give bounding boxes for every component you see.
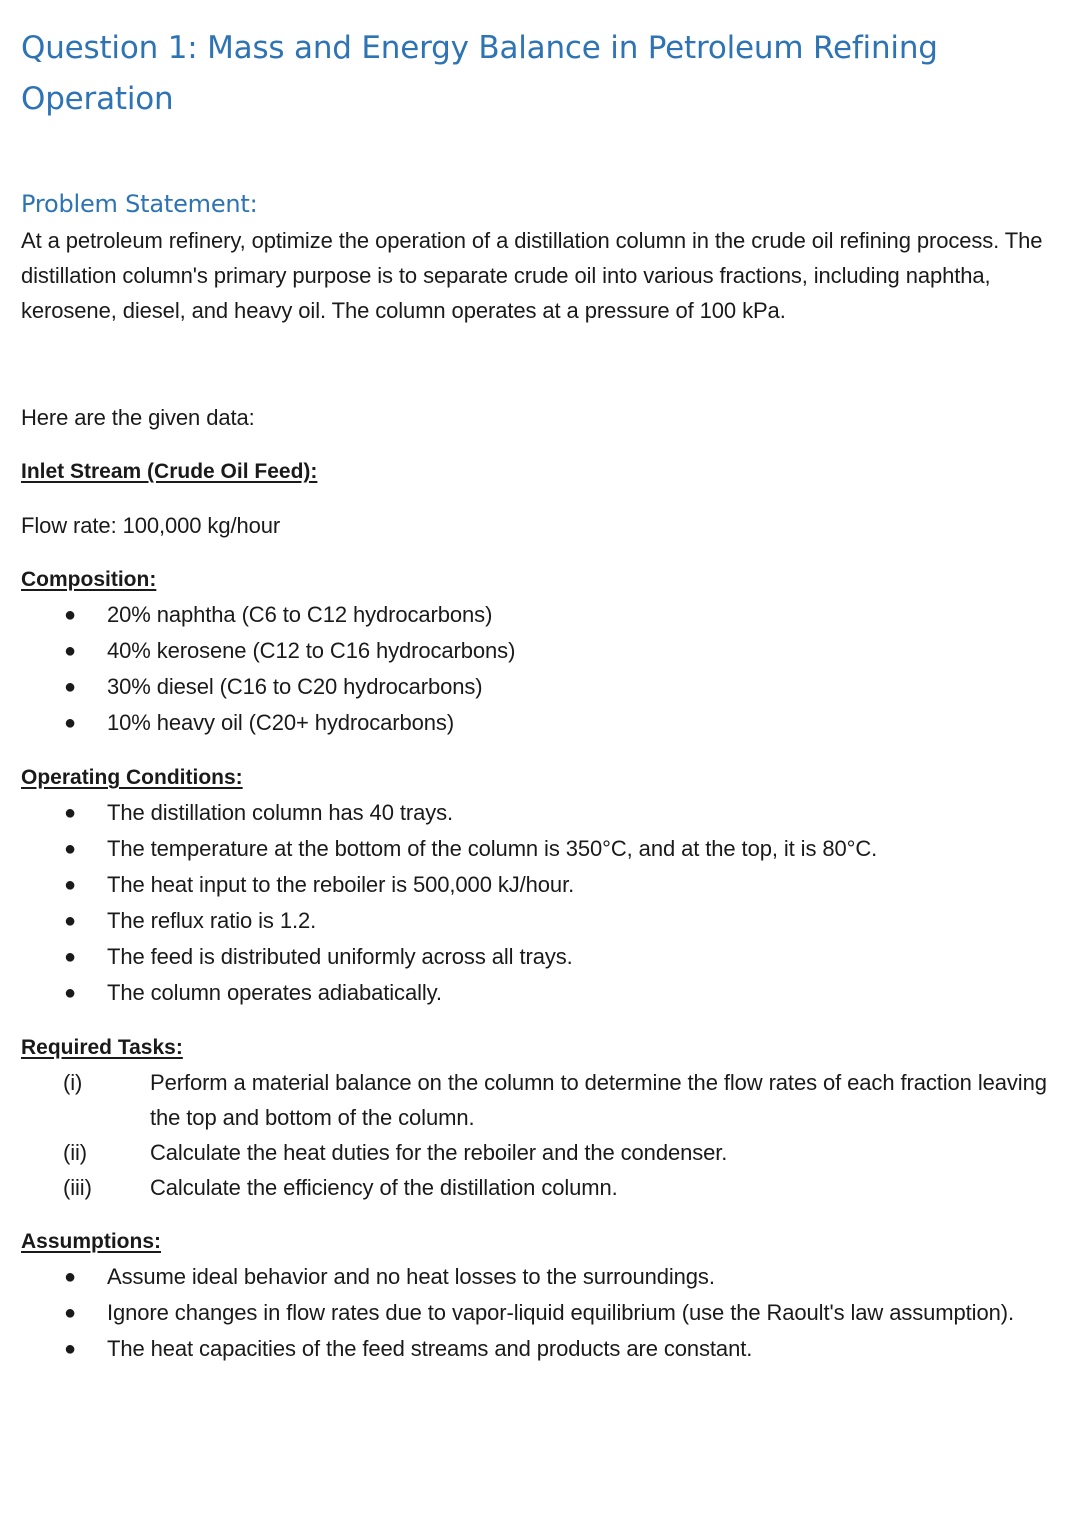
- document-page: [21, 0, 1073, 1367]
- bullet-icon: ●: [64, 1338, 76, 1360]
- list-item-text: Calculate the efficiency of the distillation column.: [150, 1175, 618, 1200]
- list-item-text: The reflux ratio is 1.2.: [107, 908, 317, 933]
- operating-conditions-heading: Operating Conditions:: [21, 766, 243, 789]
- list-item: [21, 939, 1073, 975]
- list-item-text: 40% kerosene (C12 to C16 hydrocarbons): [107, 638, 516, 663]
- list-item-text: 20% naphtha (C6 to C12 hydrocarbons): [107, 602, 493, 627]
- list-item: [21, 633, 1073, 669]
- list-item: [21, 903, 1073, 939]
- task-number: (i): [63, 1070, 83, 1095]
- list-item-text: The distillation column has 40 trays.: [107, 800, 454, 825]
- list-item-text: The heat input to the reboiler is 500,000 kJ/hour.: [107, 872, 575, 897]
- list-item: [21, 1295, 1073, 1331]
- list-item: [21, 1135, 1073, 1170]
- bullet-icon: ●: [64, 640, 76, 662]
- required-tasks-list: [21, 1065, 1073, 1205]
- page-title: Question 1: Mass and Energy Balance in Petroleum Refining Operation: [21, 30, 938, 117]
- operating-conditions-list: [21, 795, 1073, 1011]
- bullet-icon: ●: [64, 838, 76, 860]
- list-item: [21, 705, 1073, 741]
- list-item-text: Perform a material balance on the column to determine the flow rates of each fraction leaving the top and bottom of the column.: [150, 1070, 1047, 1130]
- task-number: (iii): [63, 1175, 92, 1200]
- bullet-icon: ●: [64, 910, 76, 932]
- list-item: [21, 597, 1073, 633]
- bullet-icon: ●: [64, 1302, 76, 1324]
- list-item-text: Assume ideal behavior and no heat losses to the surroundings.: [107, 1264, 715, 1289]
- list-item-text: Calculate the heat duties for the reboiler and the condenser.: [150, 1140, 728, 1165]
- list-item-text: Ignore changes in flow rates due to vapor-liquid equilibrium (use the Raoult's law assumption).: [107, 1300, 1014, 1325]
- bullet-icon: ●: [64, 676, 76, 698]
- list-item: [21, 1065, 1073, 1135]
- task-number: (ii): [63, 1140, 88, 1165]
- assumptions-list: [21, 1259, 1073, 1367]
- bullet-icon: ●: [64, 604, 76, 626]
- list-item-text: The heat capacities of the feed streams and products are constant.: [107, 1336, 753, 1361]
- problem-statement-text: At a petroleum refinery, optimize the operation of a distillation column in the crude oil refining process. The distillation column's primary purpose is to separate crude oil into various fractions, including naphtha, kerosene, diesel, and heavy oil. The column operates at a pressure of 100 kPa.: [21, 228, 1043, 323]
- composition-heading: Composition:: [21, 568, 157, 591]
- list-item: [21, 867, 1073, 903]
- list-item-text: The feed is distributed uniformly across all trays.: [107, 944, 573, 969]
- list-item: [21, 1331, 1073, 1367]
- list-item: [21, 1259, 1073, 1295]
- list-item-text: 30% diesel (C16 to C20 hydrocarbons): [107, 674, 483, 699]
- bullet-icon: ●: [64, 874, 76, 896]
- list-item-text: The column operates adiabatically.: [107, 980, 442, 1005]
- list-item: [21, 975, 1073, 1011]
- list-item: [21, 831, 1073, 867]
- list-item-text: The temperature at the bottom of the column is 350°C, and at the top, it is 80°C.: [107, 836, 878, 861]
- list-item: [21, 795, 1073, 831]
- composition-list: [21, 597, 1073, 741]
- bullet-icon: ●: [64, 946, 76, 968]
- required-tasks-heading: Required Tasks:: [21, 1036, 183, 1059]
- given-data-intro: Here are the given data:: [21, 405, 255, 430]
- problem-statement-heading: Problem Statement:: [21, 190, 258, 218]
- list-item: [21, 1170, 1073, 1205]
- flow-rate-text: Flow rate: 100,000 kg/hour: [21, 513, 281, 538]
- bullet-icon: ●: [64, 1266, 76, 1288]
- bullet-icon: ●: [64, 802, 76, 824]
- assumptions-heading: Assumptions:: [21, 1230, 162, 1253]
- list-item: [21, 669, 1073, 705]
- bullet-icon: ●: [64, 712, 76, 734]
- bullet-icon: ●: [64, 982, 76, 1004]
- list-item-text: 10% heavy oil (C20+ hydrocarbons): [107, 710, 455, 735]
- inlet-stream-heading: Inlet Stream (Crude Oil Feed):: [21, 460, 318, 483]
